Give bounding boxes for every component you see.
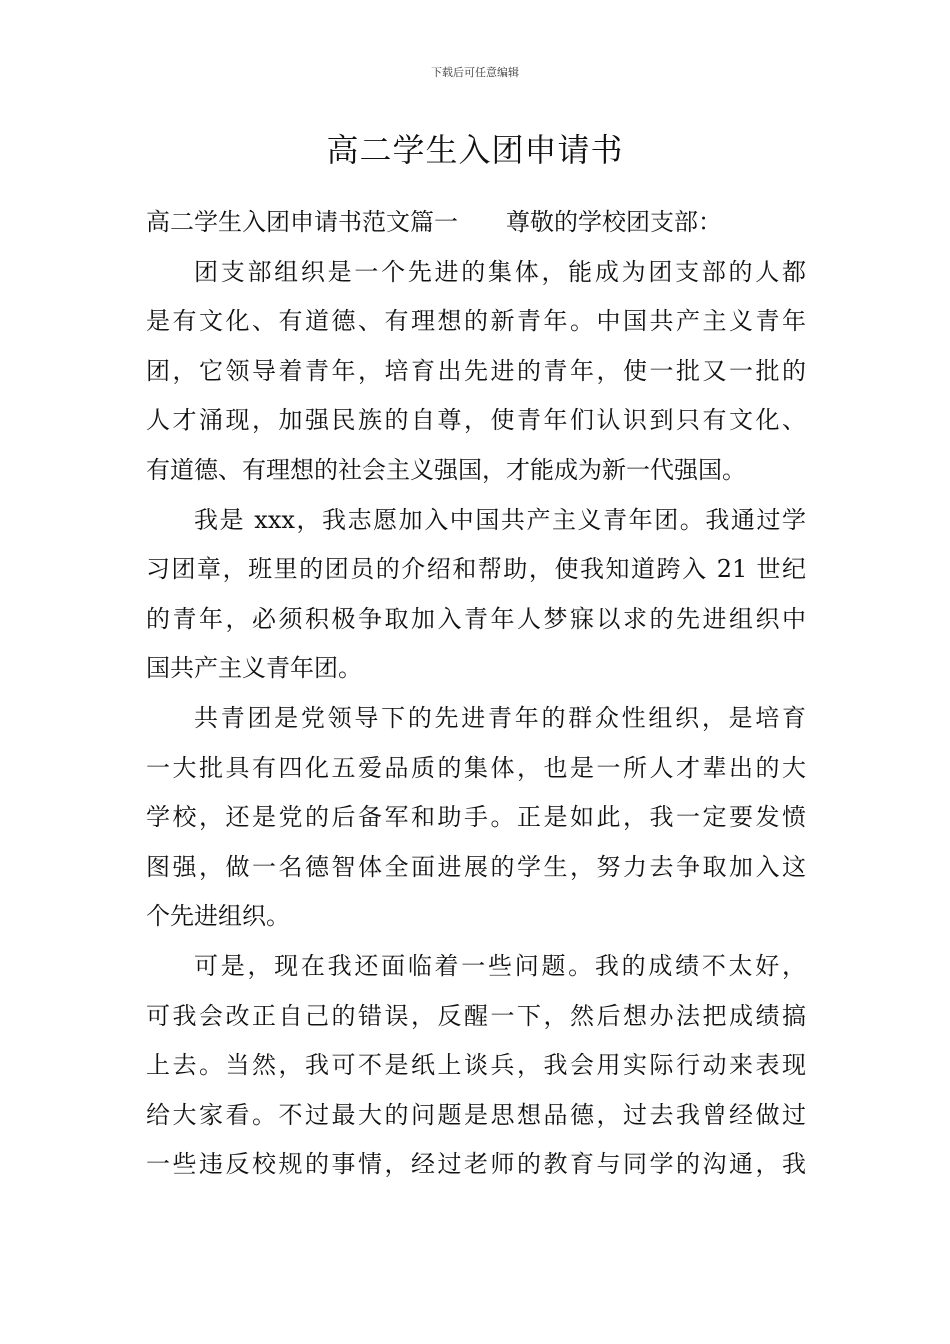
paragraph-4 bbox=[146, 942, 806, 1190]
document-body bbox=[146, 198, 806, 1344]
header-note: 下载后可任意编辑 bbox=[431, 66, 519, 79]
paragraph-line: 有道德、有理想的社会主义强国，才能成为新一代强国。 bbox=[146, 455, 746, 484]
paragraph-line: 人才涌现，加强民族的自尊，使青年们认识到只有文化、 bbox=[146, 406, 806, 435]
paragraph-3 bbox=[146, 694, 806, 942]
paragraph-line: 图强，做一名德智体全面进展的学生，努力去争取加入这 bbox=[146, 852, 806, 881]
paragraph-line: 国共产主义青年团。 bbox=[146, 654, 362, 683]
paragraph-line: 学校，还是党的后备军和助手。正是如此，我一定要发愤 bbox=[146, 803, 806, 832]
paragraph-line: 习团章，班里的团员的介绍和帮助，使我知道跨入 21 世纪 bbox=[146, 555, 806, 584]
paragraph-line: 一些违反校规的事情，经过老师的教育与同学的沟通，我 bbox=[146, 1150, 806, 1179]
paragraph-line: 是有文化、有道德、有理想的新青年。中国共产主义青年 bbox=[146, 307, 806, 336]
paragraph-line: 我是 xxx，我志愿加入中国共产主义青年团。我通过学 bbox=[194, 505, 806, 534]
paragraph-line: 共青团是党领导下的先进青年的群众性组织，是培育 bbox=[194, 703, 806, 732]
paragraph-1 bbox=[146, 248, 806, 496]
paragraph-line: 团支部组织是一个先进的集体，能成为团支部的人都 bbox=[194, 257, 806, 286]
paragraph-line: 一大批具有四化五爱品质的集体，也是一所人才辈出的大 bbox=[146, 753, 806, 782]
paragraph-line: 个先进组织。 bbox=[146, 902, 290, 931]
paragraph-2 bbox=[146, 496, 806, 694]
paragraph-line: 上去。当然，我可不是纸上谈兵，我会用实际行动来表现 bbox=[146, 1051, 806, 1080]
paragraph-line: 可是，现在我还面临着一些问题。我的成绩不太好， bbox=[194, 951, 806, 980]
salutation: 尊敬的学校团支部： bbox=[506, 208, 722, 236]
paragraph-line: 的青年，必须积极争取加入青年人梦寐以求的先进组织中 bbox=[146, 604, 806, 633]
document-title: 高二学生入团申请书 bbox=[326, 131, 624, 169]
intro-heading: 高二学生入团申请书范文篇一 bbox=[146, 208, 458, 236]
paragraph-line: 团，它领导着青年，培育出先进的青年，使一批又一批的 bbox=[146, 356, 806, 385]
intro-line bbox=[146, 198, 806, 248]
paragraph-line: 给大家看。不过最大的问题是思想品德，过去我曾经做过 bbox=[146, 1100, 806, 1129]
paragraph-line: 可我会改正自己的错误，反醒一下，然后想办法把成绩搞 bbox=[146, 1001, 806, 1030]
